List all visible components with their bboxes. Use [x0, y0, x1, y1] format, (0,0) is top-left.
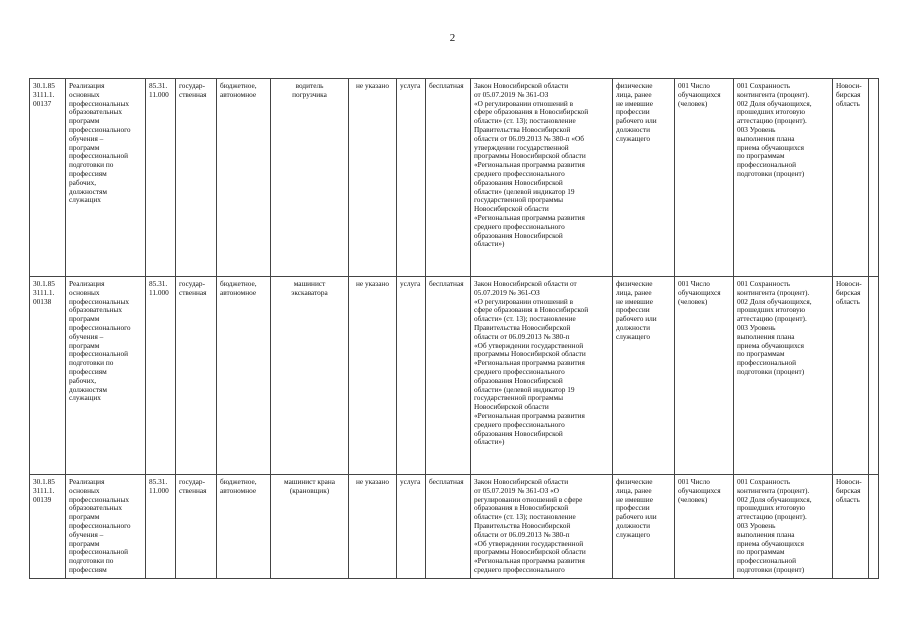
code-cell: 30.1.85 3111.1. 00139: [30, 475, 66, 579]
form-cell: не указано: [349, 475, 397, 579]
ownership-cell: государ- ственная: [176, 277, 217, 475]
table-row: [30, 79, 879, 277]
consumers-cell: физические лица, ранее не имевшие профессии рабочего или должности служащего: [613, 79, 675, 277]
code-cell: 30.1.85 3111.1. 00137: [30, 79, 66, 277]
code-cell: 30.1.85 3111.1. 00138: [30, 277, 66, 475]
consumers-cell: физические лица, ранее не имевшие профессии рабочего или должности служащего: [613, 277, 675, 475]
payment-cell: бесплатная: [426, 277, 471, 475]
table-row: [30, 277, 879, 475]
service-name-cell: Реализация основных профессиональных образовательных программ профессионального обучения – программ профессиональной подготовки по профессиям рабочих, должностям служащих: [66, 79, 146, 277]
empty-cell: [869, 277, 879, 475]
volume-indicator-cell: 001 Число обучающихся (человек): [675, 277, 734, 475]
institution-type-cell: бюджетное, автономное: [217, 277, 271, 475]
quality-indicators-cell: 001 Сохранность контингента (процент). 002 Доля обучающихся, прошедших итоговую аттестацию (процент). 003 Уровень выполнения плана приема обучающихся по программам профессиональной подготовки (процент): [734, 79, 833, 277]
okved-cell: 85.31. 11.000: [146, 277, 176, 475]
payment-cell: бесплатная: [426, 475, 471, 579]
region-cell: Новоси- бирская область: [833, 79, 869, 277]
law-cell: Закон Новосибирской области от 05.07.2019 № 361-ОЗ «О регулировании отношений в сфере образования в Новосибирской области» (ст. 13); постановление Правительства Новосибирской области от 06.09.2013 № 380-п «Об утверждении государственной программы Новосибирской области «Региональная программа развития среднего профессионального образования Новосибирской области» (целевой индикатор 19 государственной программы Новосибирской области «Региональная программа развития среднего профессионального образования Новосибирской области»): [471, 277, 613, 475]
volume-indicator-cell: 001 Число обучающихся (человек): [675, 79, 734, 277]
payment-cell: бесплатная: [426, 79, 471, 277]
institution-type-cell: бюджетное, автономное: [217, 475, 271, 579]
quality-indicators-cell: 001 Сохранность контингента (процент). 002 Доля обучающихся, прошедших итоговую аттестацию (процент). 003 Уровень выполнения плана приема обучающихся по программам профессиональной подготовки (процент): [734, 475, 833, 579]
empty-cell: [869, 475, 879, 579]
form-cell: не указано: [349, 277, 397, 475]
profession-cell: водитель погрузчика: [271, 79, 349, 277]
ownership-cell: государ- ственная: [176, 79, 217, 277]
okved-cell: 85.31. 11.000: [146, 475, 176, 579]
okved-cell: 85.31. 11.000: [146, 79, 176, 277]
law-cell: Закон Новосибирской области от 05.07.2019 № 361-ОЗ «О регулировании отношений в сфере образования в Новосибирской области» (ст. 13); постановление Правительства Новосибирской области от 06.09.2013 № 380-п «Об утверждении государственной программы Новосибирской области «Региональная программа развития среднего профессионального образования Новосибирской области» (целевой индикатор 19 государственной программы Новосибирской области «Региональная программа развития среднего профессионального образования Новосибирской области»): [471, 79, 613, 277]
consumers-cell: физические лица, ранее не имевшие профессии рабочего или должности служащего: [613, 475, 675, 579]
type-cell: услуга: [397, 277, 426, 475]
ownership-cell: государ- ственная: [176, 475, 217, 579]
service-name-cell: Реализация основных профессиональных образовательных программ профессионального обучения – программ профессиональной подготовки по профессиям: [66, 475, 146, 579]
region-cell: Новоси- бирская область: [833, 475, 869, 579]
page-number: 2: [449, 32, 456, 44]
profession-cell: машинист крана (крановщик): [271, 475, 349, 579]
region-cell: Новоси- бирская область: [833, 277, 869, 475]
type-cell: услуга: [397, 475, 426, 579]
form-cell: не указано: [349, 79, 397, 277]
profession-cell: машинист экскаватора: [271, 277, 349, 475]
registry-table: [29, 78, 879, 579]
law-cell: Закон Новосибирской области от 05.07.2019 № 361-ОЗ «О регулировании отношений в сфере образования в Новосибирской области» (ст. 13); постановление Правительства Новосибирской области от 06.09.2013 № 380-п «Об утверждении государственной программы Новосибирской области «Региональная программа развития среднего профессионального: [471, 475, 613, 579]
institution-type-cell: бюджетное, автономное: [217, 79, 271, 277]
service-name-cell: Реализация основных профессиональных образовательных программ профессионального обучения – программ профессиональной подготовки по профессиям рабочих, должностям служащих: [66, 277, 146, 475]
volume-indicator-cell: 001 Число обучающихся (человек): [675, 475, 734, 579]
type-cell: услуга: [397, 79, 426, 277]
table-row: [30, 475, 879, 579]
quality-indicators-cell: 001 Сохранность контингента (процент). 002 Доля обучающихся, прошедших итоговую аттестацию (процент). 003 Уровень выполнения плана приема обучающихся по программам профессиональной подготовки (процент): [734, 277, 833, 475]
empty-cell: [869, 79, 879, 277]
